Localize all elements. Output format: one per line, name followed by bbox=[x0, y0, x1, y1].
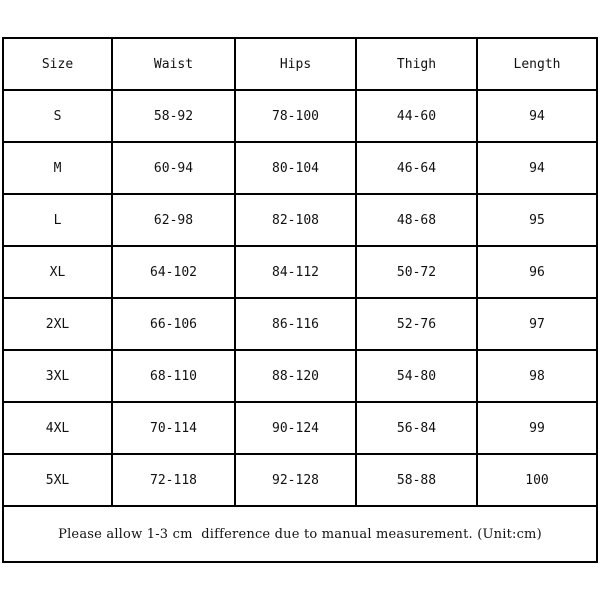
cell-waist: 68-110 bbox=[112, 350, 235, 402]
cell-length: 100 bbox=[477, 454, 597, 506]
header-thigh: Thigh bbox=[356, 38, 477, 90]
cell-hips: 88-120 bbox=[235, 350, 356, 402]
cell-waist: 64-102 bbox=[112, 246, 235, 298]
cell-length: 94 bbox=[477, 142, 597, 194]
cell-size: 5XL bbox=[3, 454, 112, 506]
cell-length: 94 bbox=[477, 90, 597, 142]
table-row bbox=[3, 350, 597, 402]
header-waist: Waist bbox=[112, 38, 235, 90]
cell-thigh: 48-68 bbox=[356, 194, 477, 246]
table-row bbox=[3, 402, 597, 454]
cell-size: 2XL bbox=[3, 298, 112, 350]
cell-size: 3XL bbox=[3, 350, 112, 402]
cell-hips: 82-108 bbox=[235, 194, 356, 246]
cell-thigh: 52-76 bbox=[356, 298, 477, 350]
table-row bbox=[3, 246, 597, 298]
table-row bbox=[3, 142, 597, 194]
cell-hips: 86-116 bbox=[235, 298, 356, 350]
table-row bbox=[3, 454, 597, 506]
cell-hips: 80-104 bbox=[235, 142, 356, 194]
cell-length: 99 bbox=[477, 402, 597, 454]
header-hips: Hips bbox=[235, 38, 356, 90]
cell-size: 4XL bbox=[3, 402, 112, 454]
cell-thigh: 44-60 bbox=[356, 90, 477, 142]
cell-waist: 60-94 bbox=[112, 142, 235, 194]
cell-length: 96 bbox=[477, 246, 597, 298]
cell-thigh: 58-88 bbox=[356, 454, 477, 506]
cell-hips: 84-112 bbox=[235, 246, 356, 298]
cell-waist: 72-118 bbox=[112, 454, 235, 506]
cell-thigh: 54-80 bbox=[356, 350, 477, 402]
cell-waist: 62-98 bbox=[112, 194, 235, 246]
header-size: Size bbox=[3, 38, 112, 90]
cell-size: M bbox=[3, 142, 112, 194]
table-row bbox=[3, 298, 597, 350]
cell-length: 97 bbox=[477, 298, 597, 350]
cell-thigh: 46-64 bbox=[356, 142, 477, 194]
size-chart-table bbox=[2, 37, 598, 563]
cell-thigh: 50-72 bbox=[356, 246, 477, 298]
table-row bbox=[3, 194, 597, 246]
cell-waist: 66-106 bbox=[112, 298, 235, 350]
cell-thigh: 56-84 bbox=[356, 402, 477, 454]
header-row bbox=[3, 38, 597, 90]
cell-size: S bbox=[3, 90, 112, 142]
cell-length: 95 bbox=[477, 194, 597, 246]
table-row bbox=[3, 90, 597, 142]
cell-size: XL bbox=[3, 246, 112, 298]
measurement-note: Please allow 1-3 cm difference due to manual measurement. (Unit:cm) bbox=[3, 506, 597, 562]
cell-length: 98 bbox=[477, 350, 597, 402]
cell-hips: 92-128 bbox=[235, 454, 356, 506]
note-row bbox=[3, 506, 597, 562]
cell-hips: 90-124 bbox=[235, 402, 356, 454]
cell-waist: 70-114 bbox=[112, 402, 235, 454]
cell-size: L bbox=[3, 194, 112, 246]
cell-hips: 78-100 bbox=[235, 90, 356, 142]
header-length: Length bbox=[477, 38, 597, 90]
cell-waist: 58-92 bbox=[112, 90, 235, 142]
